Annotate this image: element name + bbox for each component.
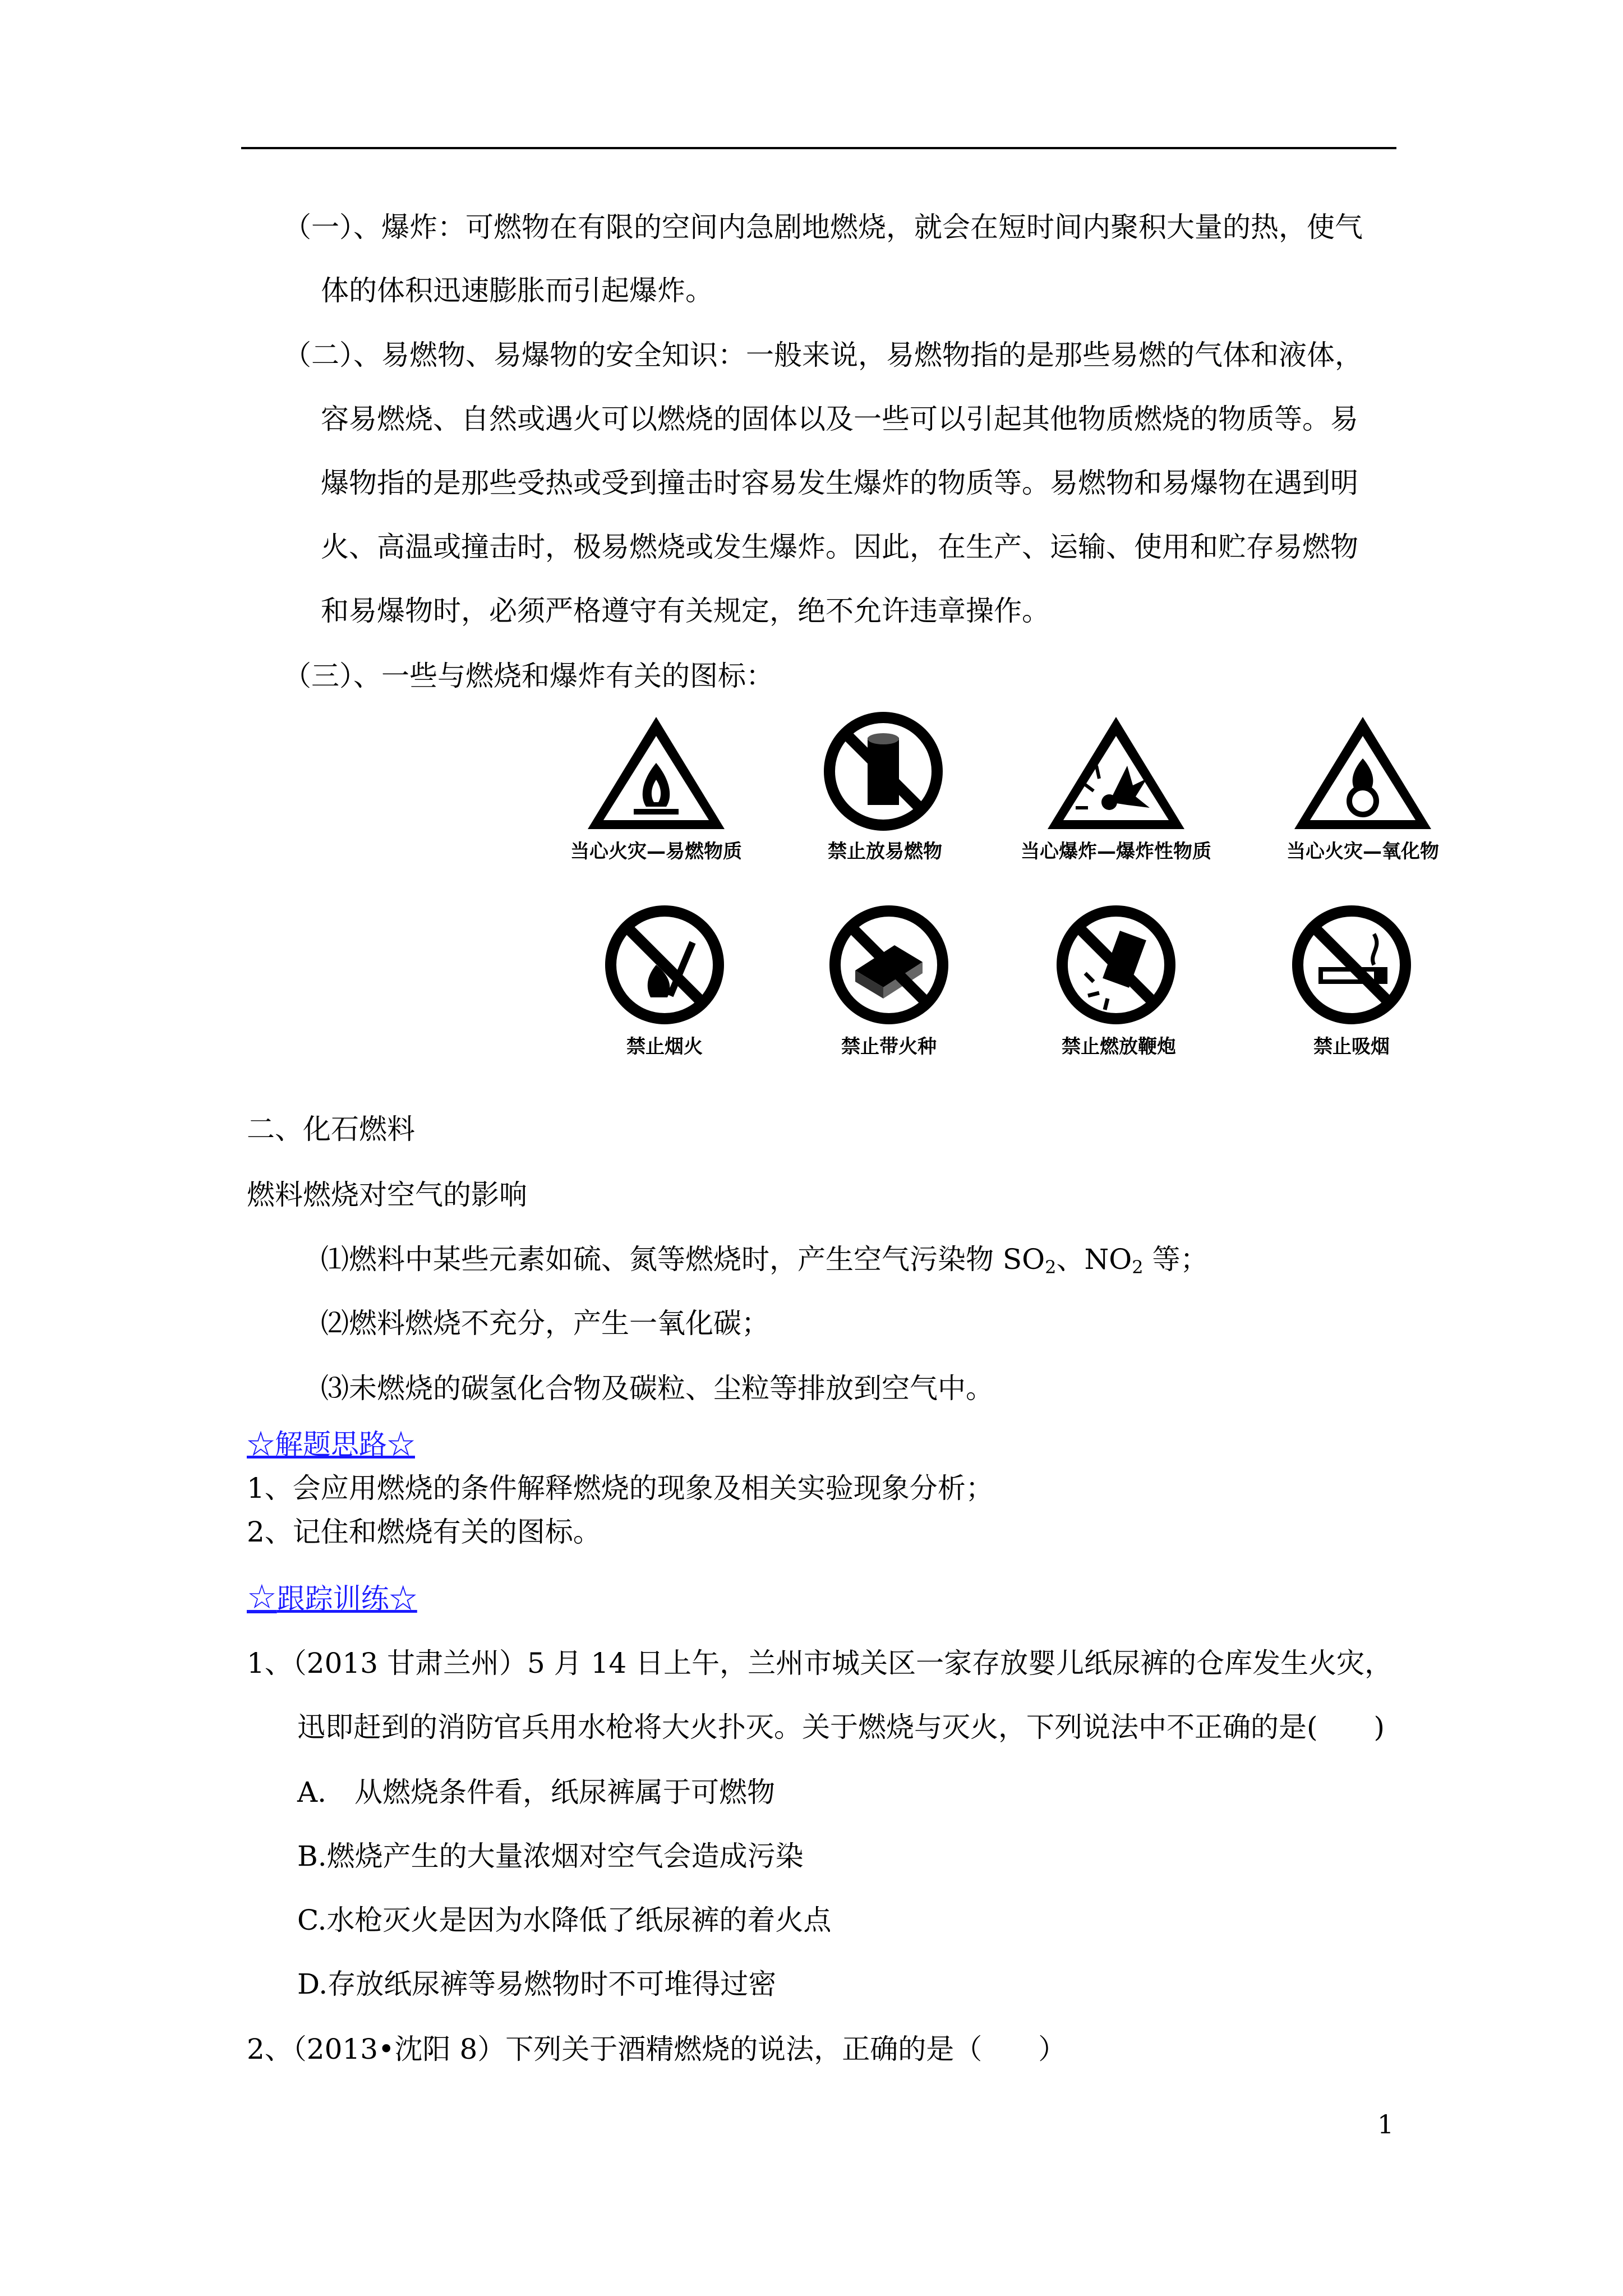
tip-1: 1、会应用燃烧的条件解释燃烧的现象及相关实验现象分析； — [247, 1472, 994, 1504]
solution-approach-link[interactable]: ☆解题思路☆ — [247, 1428, 415, 1461]
oxidizer-warning-icon — [1290, 712, 1436, 835]
no-firecrackers-icon — [1054, 903, 1178, 1029]
question-1-option-b: B.燃烧产生的大量浓烟对空气会造成污染 — [297, 1840, 804, 1872]
sign-caption: 禁止放易燃物 — [828, 840, 942, 863]
tip-2: 2、记住和燃烧有关的图标。 — [247, 1516, 601, 1548]
impact-item-3: ⑶未燃烧的碳氢化合物及碳粒、尘粒等排放到空气中。 — [321, 1372, 994, 1405]
question-2: 2、（2013•沈阳 8）下列关于酒精燃烧的说法，正确的是（ ） — [247, 2033, 1067, 2065]
training-heading[interactable] — [247, 1577, 417, 1618]
fossil-fuels-heading: 二、化石燃料 — [247, 1113, 415, 1145]
sign-caption: 禁止带火种 — [841, 1036, 937, 1058]
page-number: 1 — [1377, 2109, 1394, 2139]
safety-paragraph-line4: 火、高温或撞击时，极易燃烧或发生爆炸。因此，在生产、运输、使用和贮存易燃物 — [321, 531, 1358, 563]
question-1-option-d: D.存放纸尿裤等易燃物时不可堆得过密 — [297, 1968, 777, 2000]
impact-item-2: ⑵燃料燃烧不充分，产生一氧化碳； — [321, 1307, 769, 1340]
question-1-option-a: A. 从燃烧条件看，纸尿裤属于可燃物 — [297, 1776, 776, 1809]
safety-paragraph-line2: 容易燃烧、自然或遇火可以燃烧的固体以及一些可以引起其他物质燃烧的物质等。易 — [321, 403, 1358, 435]
star-icon: ☆ — [247, 1577, 277, 1617]
no-flammables-icon — [822, 710, 945, 835]
question-1-line2: 迅即赶到的消防官兵用水枪将大火扑灭。关于燃烧与灭火，下列说法中不正确的是( ) — [297, 1711, 1385, 1743]
sign-caption: 当心火灾—易燃物质 — [570, 840, 742, 863]
explosive-warning-icon — [1043, 712, 1189, 835]
question-1-line1: 1、（2013 甘肃兰州）5 月 14 日上午，兰州市城关区一家存放婴儿纸尿裤的仓库发生火灾， — [247, 1647, 1393, 1680]
no-matches-icon — [827, 903, 951, 1029]
safety-paragraph-line5: 和易爆物时，必须严格遵守有关规定，绝不允许违章操作。 — [321, 595, 1050, 627]
no-fire-icon — [603, 903, 726, 1029]
flammable-warning-icon — [583, 712, 729, 835]
impact-item-1: ⑴燃料中某些元素如硫、氮等燃烧时，产生空气污染物 $SO_2$、$NO_2$ 等； — [321, 1243, 1209, 1278]
sign-caption: 当心爆炸—爆炸性物质 — [1021, 840, 1211, 863]
sign-caption: 当心火灾—氧化物 — [1287, 840, 1439, 863]
sign-caption: 禁止燃放鞭炮 — [1062, 1036, 1176, 1058]
question-1-option-c: C.水枪灭火是因为水降低了纸尿裤的着火点 — [297, 1904, 832, 1936]
signs-intro: （三）、一些与燃烧和爆炸有关的图标： — [283, 660, 774, 692]
explosion-definition-line1: （一）、爆炸：可燃物在有限的空间内急剧地燃烧，就会在短时间内聚积大量的热，使气 — [283, 211, 1363, 243]
sign-caption: 禁止烟火 — [626, 1036, 703, 1058]
sign-caption: 禁止吸烟 — [1313, 1036, 1390, 1058]
explosion-definition-line2: 体的体积迅速膨胀而引起爆炸。 — [321, 274, 713, 307]
fuel-air-impact-subheading: 燃料燃烧对空气的影响 — [247, 1179, 527, 1211]
safety-paragraph-line1: （二）、易燃物、易爆物的安全知识：一般来说，易燃物指的是那些易燃的气体和液体， — [283, 339, 1363, 371]
safety-paragraph-line3: 爆物指的是那些受热或受到撞击时容易发生爆炸的物质等。易燃物和易爆物在遇到明 — [321, 467, 1358, 499]
header-rule — [241, 147, 1396, 149]
no-smoking-icon — [1290, 903, 1413, 1029]
training-link[interactable]: 跟踪训练☆ — [276, 1582, 417, 1615]
